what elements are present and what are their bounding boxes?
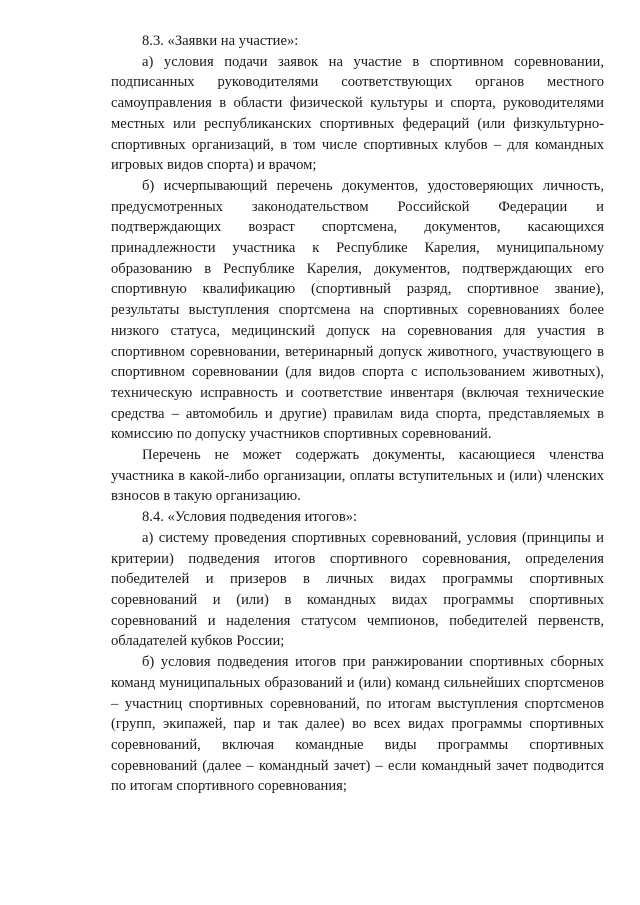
paragraph-8-3-a: а) условия подачи заявок на участие в спортивном соревновании, подписанных руководителями соответствующих органов местного самоуправления в области физической культуры и спорта, руководителями местных или республиканских спортивных федераций (или физкультурно-спортивных организаций, в том числе спортивных клубов – для командных игровых видов спорта) и врачом; xyxy=(111,53,604,174)
paragraph-8-4-a: а) систему проведения спортивных соревнований, условия (принципы и критерии) подведения итогов спортивного соревнования, определения победителей и призеров в личных видах программы спортивных соревнований и (или) в командных видах программы спортивных соревнований и наделения статусом чемпионов, победителей первенств, обладателей кубков России; xyxy=(111,529,604,650)
paragraph-8-4-b: б) условия подведения итогов при ранжировании спортивных сборных команд муниципальных образований и (или) команд сильнейших спортсменов – участниц спортивных соревнований, по итогам выступления спортсменов (групп, экипажей, пар и так далее) во всех видах программы спортивных соревнований, включая командные виды программы спортивных соревнований (далее – командный зачет) – если командный зачет подводится по итогам спортивного соревнования; xyxy=(111,654,604,795)
section-heading-8-4: 8.4. «Условия подведения итогов»: xyxy=(142,509,358,526)
paragraph-8-3-note: Перечень не может содержать документы, касающиеся членства участника в какой-либо организации, оплаты вступительных и (или) членских взносов в такую организацию. xyxy=(111,447,604,505)
section-heading-8-3: 8.3. «Заявки на участие»: xyxy=(142,33,299,49)
paragraph-8-3-b: б) исчерпывающий перечень документов, удостоверяющих личность, предусмотренных законодательством Российской Федерации и подтверждающих возраст спортсмена, документов, касающихся принадлежности участника к Республике Карелия, муниципальному образованию в Республике Карелия, документов, подтверждающих его спортивную квалификацию (спортивный разряд, спортивное звание), результаты выступления спортсмена на спортивных соревнованиях более низкого статуса, медицинский допуск на соревнования для участия в спортивном соревновании, ветеринарный допуск животного, участвующего в спортивном соревновании (для видов спорта с использованием животных), техническую исправность и соответствие инвентаря (включая технические средства – автомобиль и другие) правилам вида спорта, представляемых в комиссию по допуску участников спортивных соревнований. xyxy=(111,177,604,443)
document-body xyxy=(111,31,604,797)
